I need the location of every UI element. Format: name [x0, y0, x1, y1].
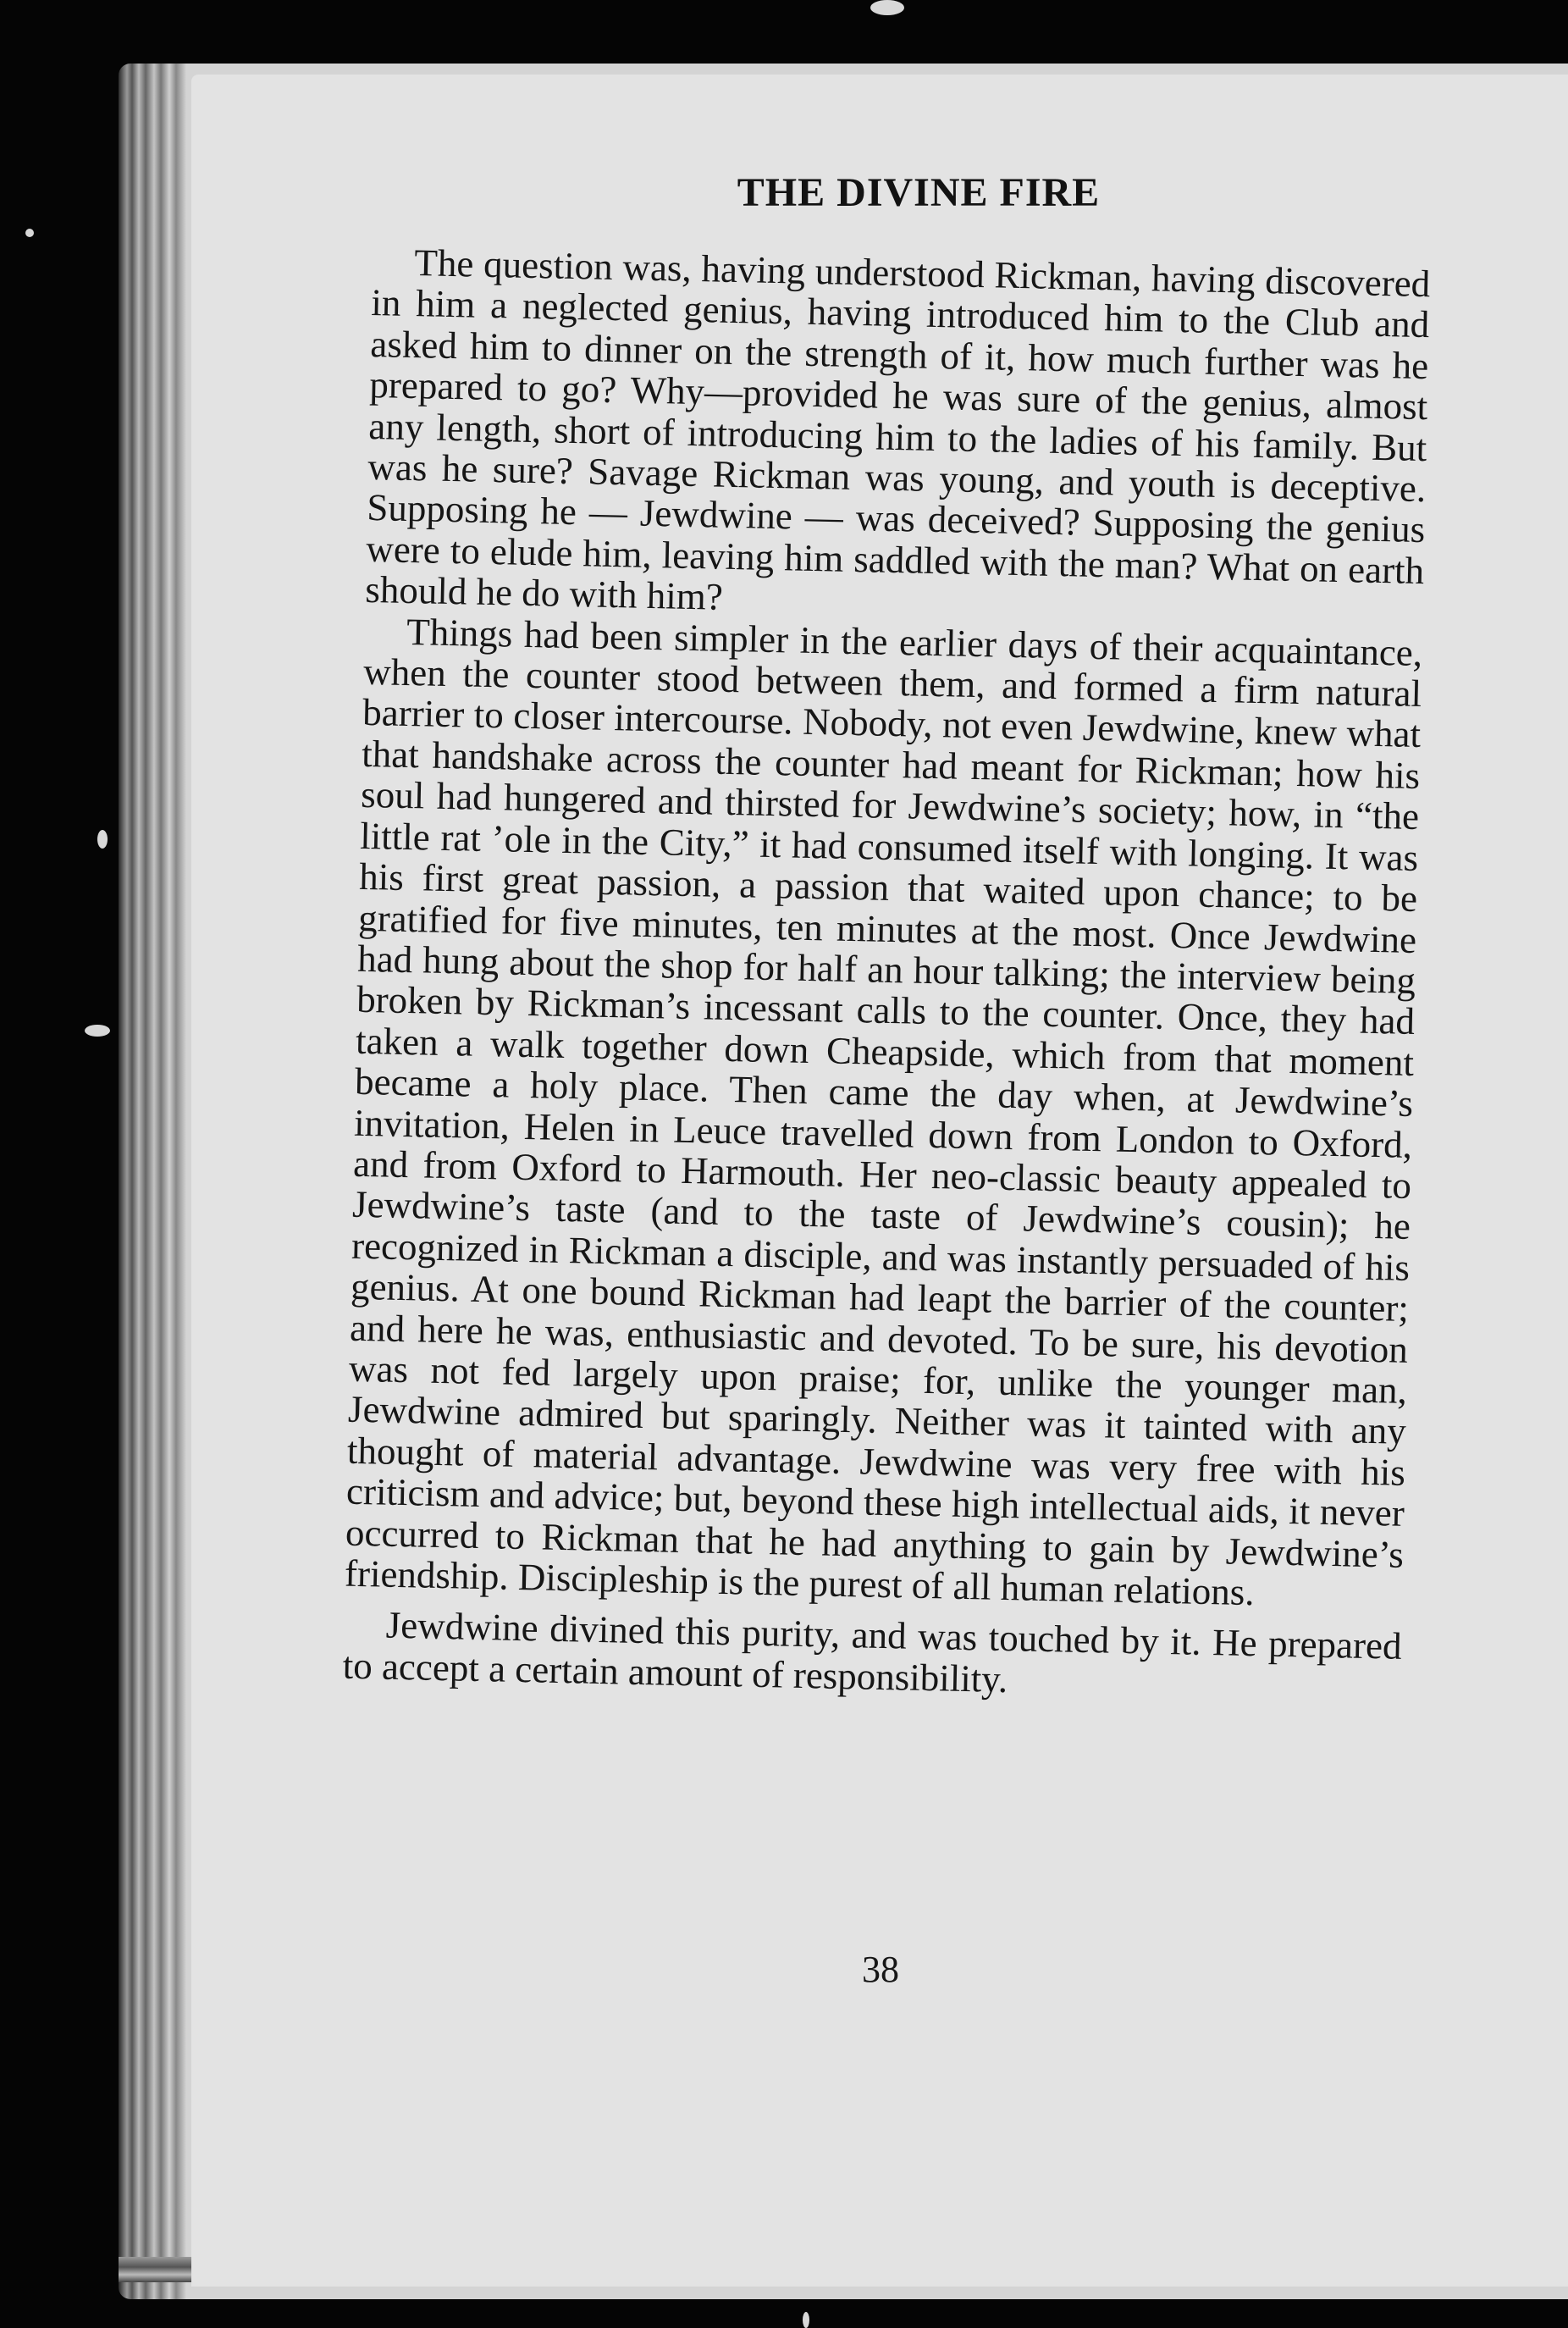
dust-speck	[870, 0, 904, 15]
dust-speck	[85, 1025, 110, 1037]
dust-speck	[97, 830, 108, 849]
paragraph-1: The question was, having understood Rickman, having discovered in him a neglected genius, having introduced him to the Club and asked him to dinner on the strength of it, how much further was he prepared to go? Why—provided he was sure of the genius, almost any length, short of introducing him to the ladies of his family. But was he sure? Savage Rickman was young, and youth is deceptive. Supposing he — Jewdwine — was deceived? Supposing the genius were to elude him, leaving him saddled with the man? What on earth should he do with him?	[364, 241, 1431, 619]
dust-speck	[25, 229, 34, 237]
body-text	[342, 241, 1430, 1708]
paragraph-2: Things had been simpler in the earlier days of their acquaintance, when the counter stood between them, and formed a firm natural barrier to closer intercourse. Nobody, not even Jewdwine, knew what that handshake across the counter had meant for Rickman; how his soul had hungered and thirsted for Jewdwine’s society; how, in “the little rat ’ole in the City,” it had consumed itself with longing. It was his first great passion, a passion that waited upon chance; to be gratified for five minutes, ten minutes at the most. Once Jewdwine had hung about the shop for half an hour talking; the interview being broken by Rickman’s incessant calls to the counter. Once, they had taken a walk together down Cheapside, which from that moment became a holy place. Then came the day when, at Jewdwine’s invitation, Helen in Leuce travelled down from London to Oxford, and from Oxford to Harmouth. Her neo-classic beauty appealed to Jewdwine’s taste (and to the taste of Jewdwine’s cousin); he recognized in Rickman a disciple, and was instantly persuaded of his genius. At one bound Rickman had leapt the barrier of the counter; and here he was, enthusiastic and devoted. To be sure, his devotion was not fed largely upon praise; for, unlike the younger man, Jewdwine admired but sparingly. Neither was it tainted with any thought of material advantage. Jewdwine was very free with his criticism and advice; but, beyond these high intellectual aids, it never occurred to Rickman that he had anything to gain by Jewdwine’s friendship. Discipleship is the purest of all human relations.	[344, 610, 1423, 1614]
running-head: THE DIVINE FIRE	[737, 170, 1101, 215]
paragraph-3: Jewdwine divined this purity, and was touched by it. He prepared to accept a certain amount of responsibility.	[342, 1604, 1403, 1700]
dust-speck	[803, 2312, 809, 2328]
page-number: 38	[862, 1949, 899, 1990]
